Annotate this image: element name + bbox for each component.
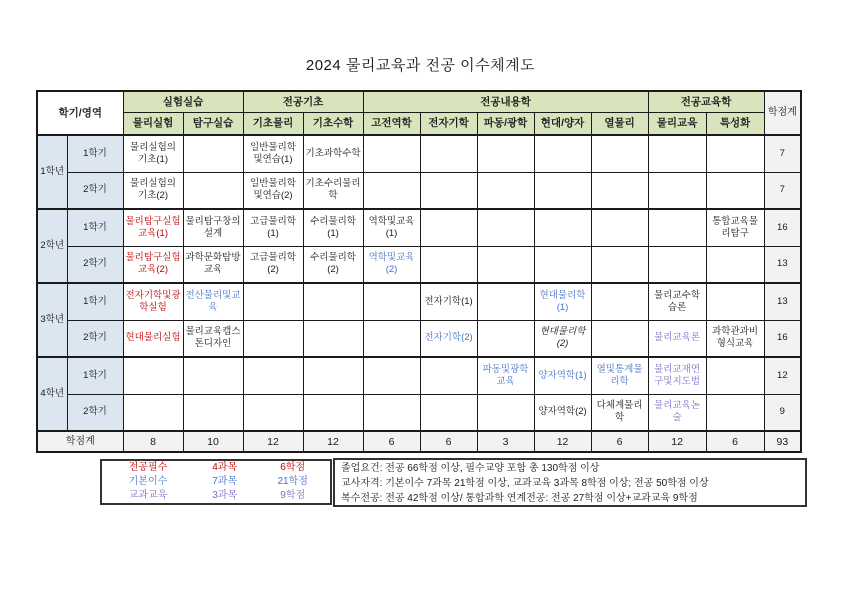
course-cell [706,283,764,320]
course-cell [420,246,477,283]
curriculum-table-body [37,135,801,452]
course-cell [534,172,591,209]
column-total-cell: 12 [243,431,303,452]
course-cell: 파동및광학교육 [477,357,534,394]
credit-total-header: 학점계 [764,91,801,135]
col-header-specialization: 특성화 [706,112,764,135]
legend-table [100,459,332,505]
course-cell [420,357,477,394]
course-cell [243,357,303,394]
course-cell [706,172,764,209]
column-total-cell: 12 [648,431,706,452]
course-cell: 물리탐구창의설계 [183,209,243,246]
course-cell [363,172,420,209]
col-header-classical-mechanics: 고전역학 [363,112,420,135]
course-cell: 물리실험의 기초(2) [123,172,183,209]
column-total-cell: 10 [183,431,243,452]
credit-total-cell: 16 [764,320,801,357]
course-cell [183,172,243,209]
table-row [37,209,801,246]
semester-cell: 2학기 [67,246,123,283]
course-cell: 기초수리물리학 [303,172,363,209]
semester-cell: 2학기 [67,394,123,431]
col-header-electromagnetism: 전자기학 [420,112,477,135]
col-header-modern-quantum: 현대/양자 [534,112,591,135]
col-header-physics-education: 물리교육 [648,112,706,135]
course-cell [477,209,534,246]
course-cell [420,394,477,431]
course-cell [591,135,648,172]
course-cell [477,394,534,431]
legend-row-subject-education [101,489,331,504]
course-cell [477,172,534,209]
course-cell: 물리교재연구및지도법 [648,357,706,394]
curriculum-table [36,90,802,453]
course-cell [648,172,706,209]
year-cell: 3학년 [37,283,67,357]
course-cell [243,320,303,357]
course-cell: 일반물리학 및연습(1) [243,135,303,172]
course-cell: 현대물리실험 [123,320,183,357]
course-cell: 역학및교육(1) [363,209,420,246]
column-total-cell: 12 [534,431,591,452]
course-cell [363,394,420,431]
col-header-thermal-physics: 열물리 [591,112,648,135]
course-cell: 통합교육물리탐구 [706,209,764,246]
course-cell [534,209,591,246]
table-row [37,135,801,172]
credit-total-cell: 16 [764,209,801,246]
year-cell: 2학년 [37,209,67,283]
column-total-cell: 6 [420,431,477,452]
credit-total-cell: 7 [764,135,801,172]
course-cell [706,394,764,431]
legend-course-count: 3과목 [212,490,238,501]
legend-category: 교과교육 [128,490,168,501]
course-cell [706,135,764,172]
table-row [37,357,801,394]
course-cell: 물리실험의 기초(1) [123,135,183,172]
course-cell [303,357,363,394]
credit-total-cell: 13 [764,246,801,283]
year-cell: 1학년 [37,135,67,209]
column-total-cell: 8 [123,431,183,452]
header-group-row [37,91,801,112]
legend-credit-count: 6학점 [280,462,306,473]
course-cell [477,135,534,172]
legend-row-major-required [101,460,331,475]
course-cell [420,135,477,172]
page-title: 2024 물리교육과 전공 이수체계도 [305,57,536,74]
course-cell [648,135,706,172]
course-cell [648,246,706,283]
semester-cell: 1학기 [67,357,123,394]
course-cell: 전자기학(1) [420,283,477,320]
course-cell: 물리탐구실험교육(1) [123,209,183,246]
course-cell: 현대물리학(2) [534,320,591,357]
legend-credit-count: 21학점 [277,476,308,487]
course-cell: 전산물리및교육 [183,283,243,320]
course-cell [477,246,534,283]
table-row [37,320,801,357]
course-cell [706,357,764,394]
course-cell [363,283,420,320]
column-total-cell: 6 [591,431,648,452]
course-cell: 열및통계물리학 [591,357,648,394]
semester-cell: 1학기 [67,135,123,172]
note-teacher-certification: 교사자격: 기본이수 7과목 21학점 이상, 교과교육 3과목 8학점 이상; 전공 50학점 이상 [341,478,709,489]
year-cell: 4학년 [37,357,67,431]
group-header-major-basics: 전공기초 [243,91,363,112]
course-cell [363,135,420,172]
course-cell: 양자역학(1) [534,357,591,394]
totals-label: 학점계 [37,431,123,452]
credit-total-cell: 9 [764,394,801,431]
course-cell [183,357,243,394]
course-cell: 현대물리학(1) [534,283,591,320]
course-cell: 양자역학(2) [534,394,591,431]
col-header-basic-physics: 기초물리 [243,112,303,135]
course-cell: 수리물리학(2) [303,246,363,283]
note-graduation-requirement: 졸업요건: 전공 66학점 이상, 필수교양 포함 총 130학점 이상 [341,463,600,474]
notes-box [333,458,807,507]
table-row [37,172,801,209]
semester-cell: 1학기 [67,283,123,320]
course-cell: 전자기학(2) [420,320,477,357]
course-cell [648,209,706,246]
course-cell [706,246,764,283]
legend-row-basic-completion [101,475,331,489]
legend-course-count: 4과목 [212,462,238,473]
col-header-wave-optics: 파동/광학 [477,112,534,135]
semester-cell: 2학기 [67,172,123,209]
course-cell [363,320,420,357]
course-cell: 다체계물리학 [591,394,648,431]
course-cell: 물리교수학습론 [648,283,706,320]
course-cell: 과학관과비형식교육 [706,320,764,357]
group-header-major-pedagogy: 전공교육학 [648,91,764,112]
credit-total-cell: 12 [764,357,801,394]
course-cell [123,394,183,431]
course-cell [591,283,648,320]
table-row [37,283,801,320]
course-cell [477,283,534,320]
column-total-cell: 6 [706,431,764,452]
course-cell [420,172,477,209]
course-cell: 기초과학수학 [303,135,363,172]
course-cell [303,320,363,357]
grand-total-cell: 93 [764,431,801,452]
course-cell [591,209,648,246]
semester-cell: 2학기 [67,320,123,357]
semester-cell: 1학기 [67,209,123,246]
course-cell [243,394,303,431]
course-cell [420,209,477,246]
col-header-physics-lab: 물리실험 [123,112,183,135]
legend-course-count: 7과목 [212,476,238,487]
note-double-major: 복수전공: 전공 42학점 이상/ 통합과학 연계전공: 전공 27학점 이상+교과교육 9학점 [341,493,698,504]
table-row [37,246,801,283]
column-total-cell: 12 [303,431,363,452]
course-cell [303,394,363,431]
course-cell: 물리교육논술 [648,394,706,431]
legend-category: 전공필수 [128,462,168,473]
course-cell [591,172,648,209]
group-header-major-content: 전공내용학 [363,91,648,112]
course-cell: 일반물리학 및연습(2) [243,172,303,209]
course-cell: 고급물리학(1) [243,209,303,246]
course-cell: 과학문화탐방교육 [183,246,243,283]
course-cell [591,246,648,283]
course-cell: 전자기학및광학실험 [123,283,183,320]
legend-category: 기본이수 [128,476,168,487]
course-cell [183,135,243,172]
course-cell: 물리교육론 [648,320,706,357]
course-cell [534,135,591,172]
course-cell [591,320,648,357]
course-cell [534,246,591,283]
course-cell: 물리탐구실험교육(2) [123,246,183,283]
header-column-row [37,112,801,135]
credit-total-cell: 13 [764,283,801,320]
col-header-basic-math: 기초수학 [303,112,363,135]
column-total-cell: 6 [363,431,420,452]
course-cell [303,283,363,320]
column-total-cell: 3 [477,431,534,452]
course-cell: 수리물리학(1) [303,209,363,246]
group-header-experiment: 실험실습 [123,91,243,112]
course-cell [363,357,420,394]
legend-credit-count: 9학점 [280,490,306,501]
course-cell [183,394,243,431]
course-cell: 고급물리학(2) [243,246,303,283]
credit-total-cell: 7 [764,172,801,209]
course-cell: 물리교육캡스톤디자인 [183,320,243,357]
table-row [37,394,801,431]
course-cell [477,320,534,357]
course-cell: 역학및교육(2) [363,246,420,283]
col-header-inquiry-practice: 탐구실습 [183,112,243,135]
corner-header: 학기/영역 [37,91,123,135]
course-cell [123,357,183,394]
totals-row [37,431,801,452]
course-cell [243,283,303,320]
